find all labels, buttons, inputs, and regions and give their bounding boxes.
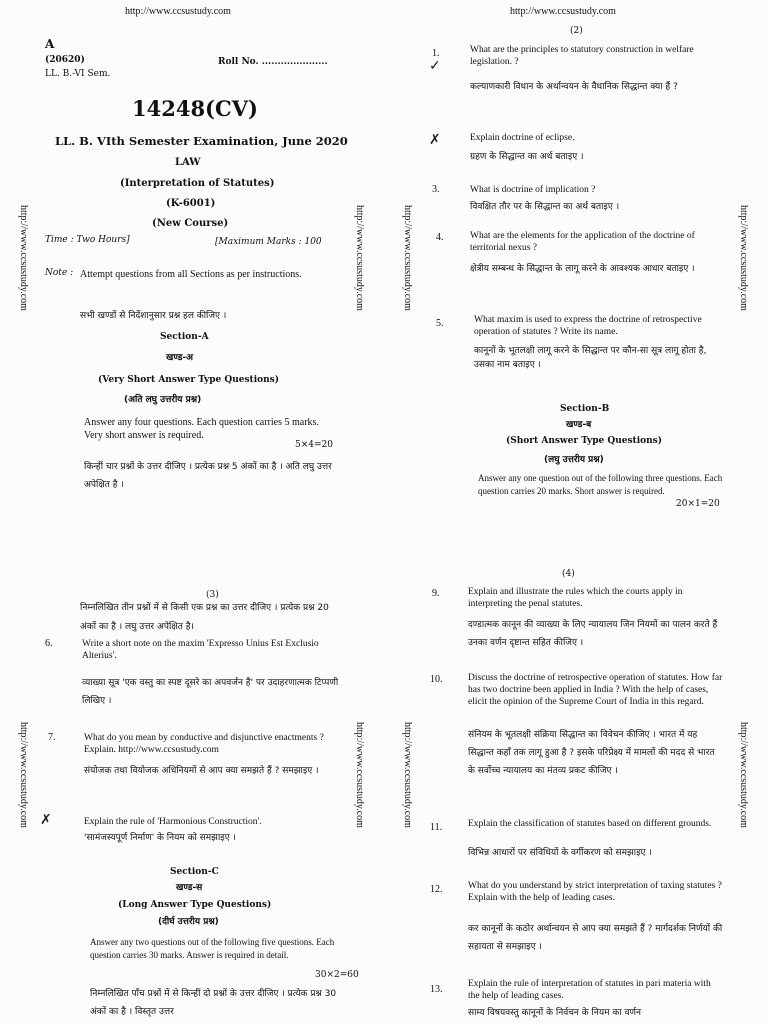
question-text: What are the principles to statutory construction in welfare legislation. ?	[470, 45, 694, 67]
question-hindi: ग्रहण के सिद्धान्त का अर्थ बताइए ।	[470, 152, 584, 162]
question-text: Discuss the doctrine of retrospective operation of statutes. How far has two doctrine been applied in India ? With the help of cases, elicit the opinion of the Supreme Court of India in this regard.	[468, 673, 723, 707]
series-letter: A	[45, 37, 55, 51]
question-number: 11.	[430, 822, 443, 833]
course-code: (K-6001)	[166, 198, 216, 209]
note-text: Attempt questions from all Sections as per instructions.	[80, 269, 302, 280]
question-text: Explain the rule of 'Harmonious Construction'.	[84, 817, 262, 827]
question-number: 12.	[430, 884, 443, 895]
pen-tick-mark: ✓	[429, 58, 441, 74]
question-hindi: क्षेत्रीय सम्बन्ध के सिद्धान्त के लागू करने के आवश्यक आधार बताइए ।	[470, 264, 695, 274]
question-number: 1.	[432, 48, 440, 59]
section-a-title: Section-A	[160, 332, 209, 342]
question-hindi: विभिन्न आधारों पर संविधियों के वर्गीकरण को समझाइए ।	[468, 848, 652, 858]
section-a-instructions-hindi: किन्हीं चार प्रश्नों के उत्तर दीजिए । प्रत्येक प्रश्न 5 अंकों का है । अति लघु उत्तर अपेक्षित है ।	[84, 462, 332, 490]
question-hindi: कल्याणकारी विधान के अर्थान्वयन के वैधानिक सिद्धान्त क्या हैं ?	[470, 82, 678, 92]
question-hindi: व्याख्या सूत्र 'एक वस्तु का स्पष्ट दूसरे का अपवर्जन है' पर उदाहरणात्मक टिप्पणी लिखिए ।	[82, 678, 339, 706]
question-text: Explain the classification of statutes based on different grounds.	[468, 819, 712, 829]
side-watermark-url: http://www.ccsustudy.com	[354, 205, 365, 311]
section-a-marks: 5×4=20	[295, 440, 333, 450]
question-hindi: संयोजक तथा वियोजक अधिनियमों से आप क्या समझते हैं ? समझाइए ।	[84, 766, 319, 776]
paper-code: (20620)	[45, 55, 85, 65]
page-number: (3)	[206, 590, 219, 600]
section-a-subhead-hindi: (अति लघु उत्तरीय प्रश्न)	[124, 395, 202, 405]
question-number: 10.	[430, 674, 443, 685]
question-hindi: 'सामंजस्यपूर्ण निर्माण' के नियम को समझाइए ।	[84, 833, 236, 843]
side-watermark-url: http://www.ccsustudy.com	[18, 722, 29, 828]
max-marks: [Maximum Marks : 100	[215, 237, 322, 247]
section-b-marks: 20×1=20	[676, 499, 720, 509]
question-hindi: विवक्षित तौर पर के सिद्धान्त का अर्थ बताइए ।	[470, 202, 620, 212]
section-c-instructions-hindi: निम्नलिखित पाँच प्रश्नों में से किन्हीं दो प्रश्नों के उत्तर दीजिए । प्रत्येक प्रश्न 30 अंकों का है । विस्तृत उत्तर	[90, 989, 337, 1017]
question-hindi: साम्य विषयवस्तु कानूनों के निर्वचन के नियम का वर्णन	[468, 1008, 641, 1018]
side-watermark-url: http://www.ccsustudy.com	[18, 205, 29, 311]
question-text: What do you mean by conductive and disjunctive enactments ? Explain. http://www.ccsustudy.com	[84, 733, 324, 755]
page-url-top: http://www.ccsustudy.com	[510, 6, 616, 17]
section-c-instructions: Answer any two questions out of the following five questions. Each question carries 30 marks. Answer is required in detail.	[90, 937, 335, 960]
section-b-hindi: खण्ड-ब	[566, 420, 592, 430]
note-label: Note :	[45, 268, 74, 278]
side-watermark-url: http://www.ccsustudy.com	[402, 205, 413, 311]
page-2	[384, 0, 768, 512]
section-b-instructions: Answer any one question out of the following three questions. Each question carries 20 marks. Short answer is required.	[478, 473, 723, 496]
question-text: What is doctrine of implication ?	[470, 185, 596, 195]
section-c-title: Section-C	[170, 867, 219, 877]
exam-title: LL. B. VIth Semester Examination, June 2020	[55, 134, 348, 148]
pen-cross-mark: ✗	[429, 132, 441, 148]
question-text: Explain doctrine of eclipse.	[470, 133, 575, 143]
page-4	[384, 512, 768, 1024]
question-text: Explain the rule of interpretation of statutes in pari materia with the help of leading cases.	[468, 979, 711, 1001]
question-hindi: संनियम के भूतलक्षी संक्रिया सिद्धान्त का विवेचन कीजिए । भारत में यह सिद्धान्त कहाँ तक लागू हुआ है ? इसके परिप्रेक्ष्य में मामलों की मदद से भारत के सर्वोच्च न्यायालय का मंतव्य प्रकट कीजिए ।	[468, 730, 715, 776]
section-b-subhead: (Short Answer Type Questions)	[506, 436, 662, 446]
section-c-marks: 30×2=60	[315, 970, 359, 980]
paper-number: 14248(CV)	[132, 96, 258, 121]
side-watermark-url: http://www.ccsustudy.com	[402, 722, 413, 828]
section-b-instructions-hindi: निम्नलिखित तीन प्रश्नों में से किसी एक प्रश्न का उत्तर दीजिए । प्रत्येक प्रश्न 20 अंकों का है । लघु उत्तर अपेक्षित है।	[80, 603, 329, 632]
page-url-top: http://www.ccsustudy.com	[125, 6, 231, 17]
question-number: 3.	[432, 184, 440, 195]
question-number: 6.	[45, 638, 53, 649]
class-label: LL. B.-VI Sem.	[45, 69, 111, 79]
section-a-subhead: (Very Short Answer Type Questions)	[98, 375, 279, 385]
question-hindi: दण्डात्मक कानून की व्याख्या के लिए न्यायालय जिन नियमों का पालन करते हैं उनका वर्णन दृष्टान्त सहित कीजिए ।	[468, 620, 718, 648]
question-number: 7.	[48, 732, 56, 743]
section-a-hindi: खण्ड-अ	[166, 353, 194, 363]
question-hindi: कर कानूनों के कठोर अर्थान्वयन से आप क्या समझते हैं ? मार्गदर्शक निर्णयों की सहायता से समझाइए ।	[468, 924, 723, 952]
subject: LAW	[175, 157, 201, 168]
section-c-subhead-hindi: (दीर्घ उत्तरीय प्रश्न)	[158, 917, 219, 927]
note-hindi: सभी खण्डों से निर्देशानुसार प्रश्न हल कीजिए ।	[80, 311, 227, 321]
section-a-instructions: Answer any four questions. Each question carries 5 marks. Very short answer is required.	[84, 417, 319, 441]
page-number: (4)	[562, 569, 575, 579]
course-type: (New Course)	[152, 218, 229, 229]
section-b-title: Section-B	[560, 404, 610, 414]
side-watermark-url: http://www.ccsustudy.com	[354, 722, 365, 828]
pen-tick-mark: ✗	[40, 812, 52, 828]
time-label: Time : Two Hours]	[45, 235, 130, 245]
question-text: What maxim is used to express the doctrine of retrospective operation of statutes ? Write its name.	[474, 315, 702, 337]
question-number: 13.	[430, 984, 443, 995]
paper-title: (Interpretation of Statutes)	[120, 178, 275, 189]
question-text: Write a short note on the maxim 'Expresso Unius Est Exclusio Alterius'.	[82, 639, 319, 661]
side-watermark-url: http://www.ccsustudy.com	[738, 722, 749, 828]
question-number: 5.	[436, 318, 444, 329]
question-number: 4.	[436, 232, 444, 243]
section-c-subhead: (Long Answer Type Questions)	[118, 900, 272, 910]
question-number: 9.	[432, 588, 440, 599]
page-number: (2)	[570, 26, 583, 36]
page-1	[0, 0, 384, 512]
section-b-subhead-hindi: (लघु उत्तरीय प्रश्न)	[544, 455, 604, 465]
side-watermark-url: http://www.ccsustudy.com	[738, 205, 749, 311]
question-text: What do you understand by strict interpretation of taxing statutes ? Explain with the help of leading cases.	[468, 881, 722, 903]
question-hindi: कानूनों के भूतलक्षी लागू करने के सिद्धान्त पर कौन-सा सूत्र लागू होता है, उसका नाम बताइए ।	[474, 346, 707, 370]
page-3	[0, 512, 384, 1024]
question-text: Explain and illustrate the rules which the courts apply in interpreting the penal statutes.	[468, 587, 683, 609]
roll-number-field: Roll No. .....................	[218, 57, 328, 67]
question-text: What are the elements for the application of the doctrine of territorial nexus ?	[470, 231, 695, 253]
section-c-hindi: खण्ड-स	[176, 883, 203, 893]
